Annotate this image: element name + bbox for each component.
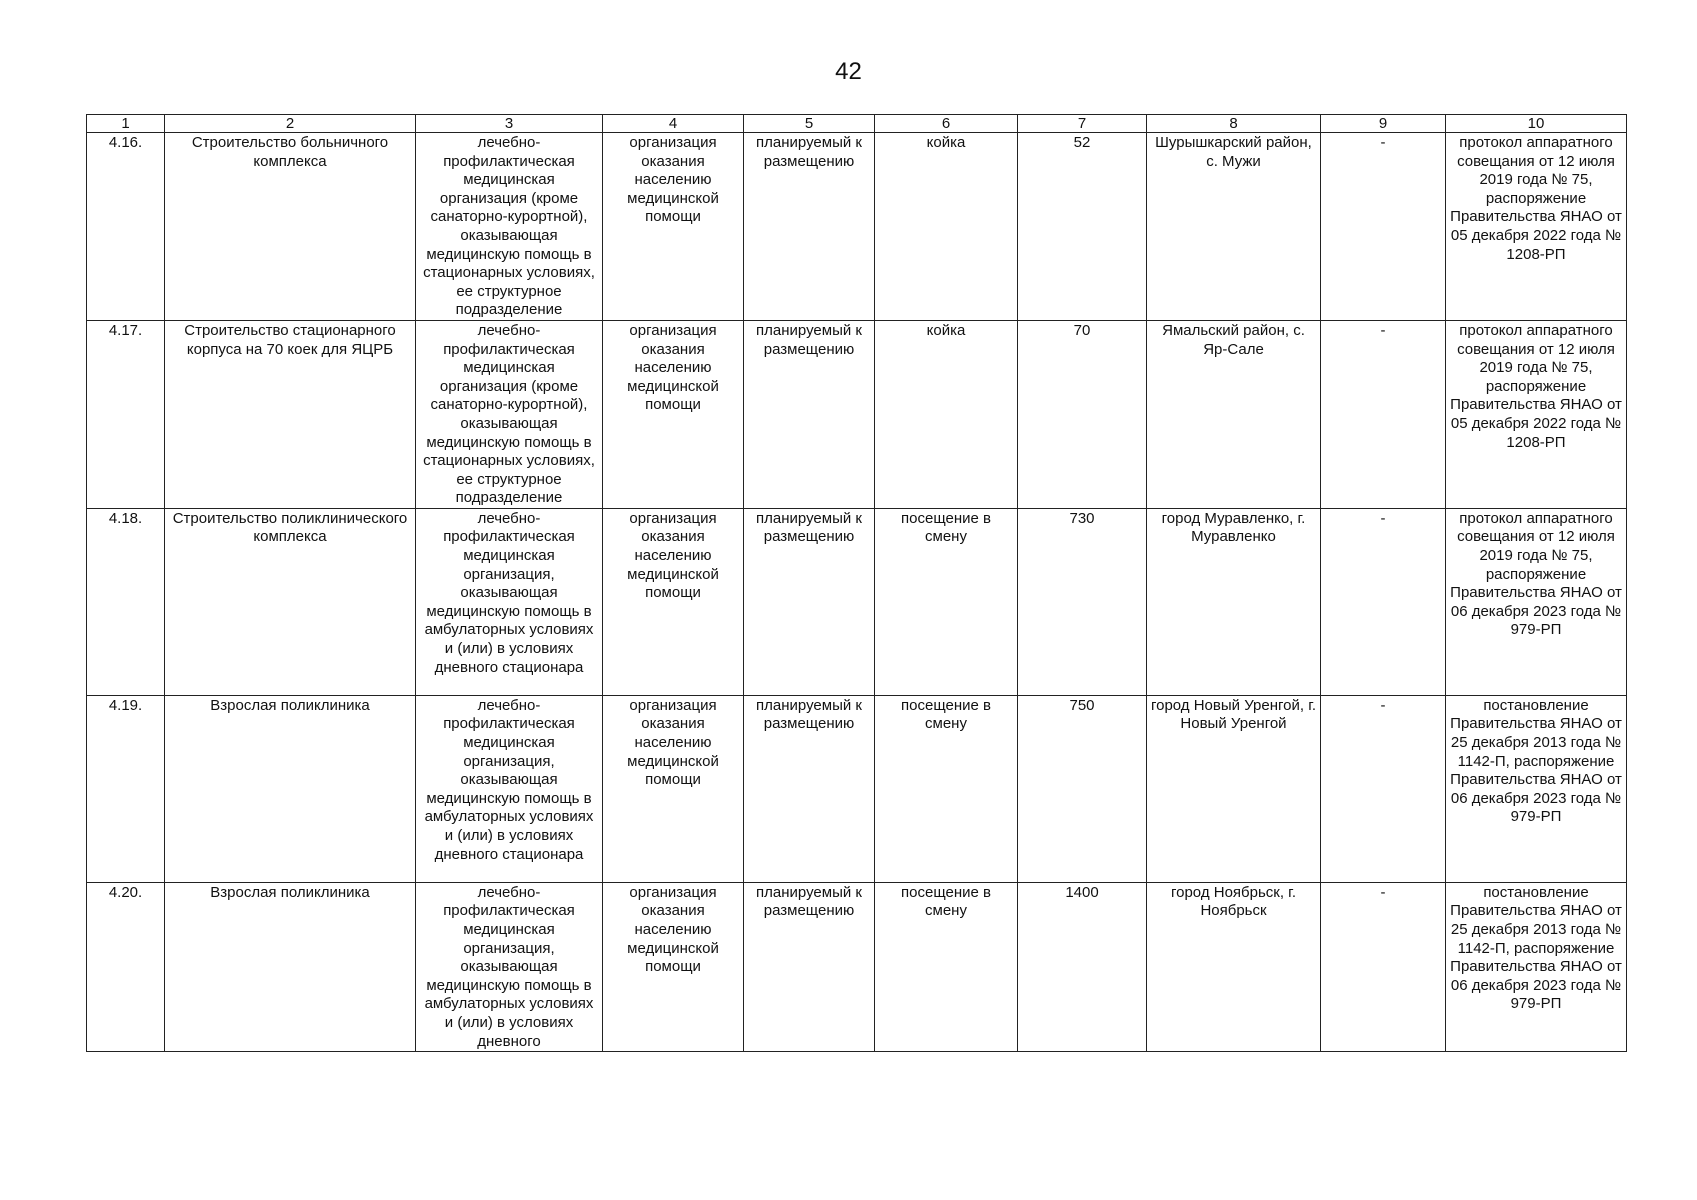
column-number-row	[87, 115, 1627, 133]
column-number: 7	[1018, 115, 1147, 133]
capacity-unit: койка	[875, 133, 1018, 321]
column-9-value: -	[1321, 508, 1446, 695]
column-number: 6	[875, 115, 1018, 133]
object-type: лечебно-профилактическая медицинская организация, оказывающая медицинскую помощь в амбулаторных условиях и (или) в условиях дневного стационара	[416, 508, 603, 695]
legal-basis: протокол аппаратного совещания от 12 июля 2019 года № 75, распоряжение Правительства ЯНАО от 05 декабря 2022 года № 1208-РП	[1446, 320, 1627, 508]
object-purpose: организация оказания населению медицинской помощи	[603, 695, 744, 882]
row-number: 4.17.	[87, 320, 165, 508]
row-number: 4.19.	[87, 695, 165, 882]
object-name: Строительство поликлинического комплекса	[165, 508, 416, 695]
capacity-value: 730	[1018, 508, 1147, 695]
capacity-value: 750	[1018, 695, 1147, 882]
object-purpose: организация оказания населению медицинской помощи	[603, 133, 744, 321]
object-purpose: организация оказания населению медицинской помощи	[603, 882, 744, 1051]
table-row	[87, 508, 1627, 695]
capacity-unit: посещение в смену	[875, 882, 1018, 1051]
table-row	[87, 882, 1627, 1051]
column-number: 4	[603, 115, 744, 133]
column-number: 3	[416, 115, 603, 133]
column-9-value: -	[1321, 882, 1446, 1051]
column-9-value: -	[1321, 133, 1446, 321]
column-number: 1	[87, 115, 165, 133]
object-name: Строительство стационарного корпуса на 70 коек для ЯЦРБ	[165, 320, 416, 508]
row-number: 4.16.	[87, 133, 165, 321]
object-status: планируемый к размещению	[744, 882, 875, 1051]
object-name: Взрослая поликлиника	[165, 882, 416, 1051]
capacity-unit: койка	[875, 320, 1018, 508]
object-purpose: организация оказания населению медицинской помощи	[603, 320, 744, 508]
object-type: лечебно-профилактическая медицинская организация, оказывающая медицинскую помощь в амбулаторных условиях и (или) в условиях дневного	[416, 882, 603, 1051]
object-location: Шурышкарский район, с. Мужи	[1147, 133, 1321, 321]
capacity-unit: посещение в смену	[875, 508, 1018, 695]
object-status: планируемый к размещению	[744, 695, 875, 882]
object-status: планируемый к размещению	[744, 320, 875, 508]
object-location: город Ноябрьск, г. Ноябрьск	[1147, 882, 1321, 1051]
object-status: планируемый к размещению	[744, 133, 875, 321]
capacity-value: 70	[1018, 320, 1147, 508]
column-number: 2	[165, 115, 416, 133]
table-row	[87, 133, 1627, 321]
column-number: 8	[1147, 115, 1321, 133]
row-number: 4.20.	[87, 882, 165, 1051]
capacity-unit: посещение в смену	[875, 695, 1018, 882]
object-type: лечебно-профилактическая медицинская организация, оказывающая медицинскую помощь в амбулаторных условиях и (или) в условиях дневного стационара	[416, 695, 603, 882]
object-status: планируемый к размещению	[744, 508, 875, 695]
column-number: 5	[744, 115, 875, 133]
object-name: Строительство больничного комплекса	[165, 133, 416, 321]
legal-basis: постановление Правительства ЯНАО от 25 декабря 2013 года № 1142-П, распоряжение Правительства ЯНАО от 06 декабря 2023 года № 979-РП	[1446, 695, 1627, 882]
object-location: Ямальский район, с. Яр-Сале	[1147, 320, 1321, 508]
page-number: 42	[835, 58, 862, 85]
object-type: лечебно-профилактическая медицинская организация (кроме санаторно-курортной), оказывающая медицинскую помощь в стационарных условиях, ее структурное подразделение	[416, 133, 603, 321]
table-row	[87, 695, 1627, 882]
column-9-value: -	[1321, 320, 1446, 508]
legal-basis: протокол аппаратного совещания от 12 июля 2019 года № 75, распоряжение Правительства ЯНАО от 05 декабря 2022 года № 1208-РП	[1446, 133, 1627, 321]
column-9-value: -	[1321, 695, 1446, 882]
table-row	[87, 320, 1627, 508]
column-number: 9	[1321, 115, 1446, 133]
object-location: город Муравленко, г. Муравленко	[1147, 508, 1321, 695]
legal-basis: протокол аппаратного совещания от 12 июля 2019 года № 75, распоряжение Правительства ЯНАО от 06 декабря 2023 года № 979-РП	[1446, 508, 1627, 695]
object-type: лечебно-профилактическая медицинская организация (кроме санаторно-курортной), оказывающая медицинскую помощь в стационарных условиях, ее структурное подразделение	[416, 320, 603, 508]
column-number: 10	[1446, 115, 1627, 133]
object-location: город Новый Уренгой, г. Новый Уренгой	[1147, 695, 1321, 882]
capacity-value: 52	[1018, 133, 1147, 321]
objects-table	[86, 114, 1627, 1052]
object-name: Взрослая поликлиника	[165, 695, 416, 882]
object-purpose: организация оказания населению медицинской помощи	[603, 508, 744, 695]
row-number: 4.18.	[87, 508, 165, 695]
capacity-value: 1400	[1018, 882, 1147, 1051]
legal-basis: постановление Правительства ЯНАО от 25 декабря 2013 года № 1142-П, распоряжение Правительства ЯНАО от 06 декабря 2023 года № 979-РП	[1446, 882, 1627, 1051]
